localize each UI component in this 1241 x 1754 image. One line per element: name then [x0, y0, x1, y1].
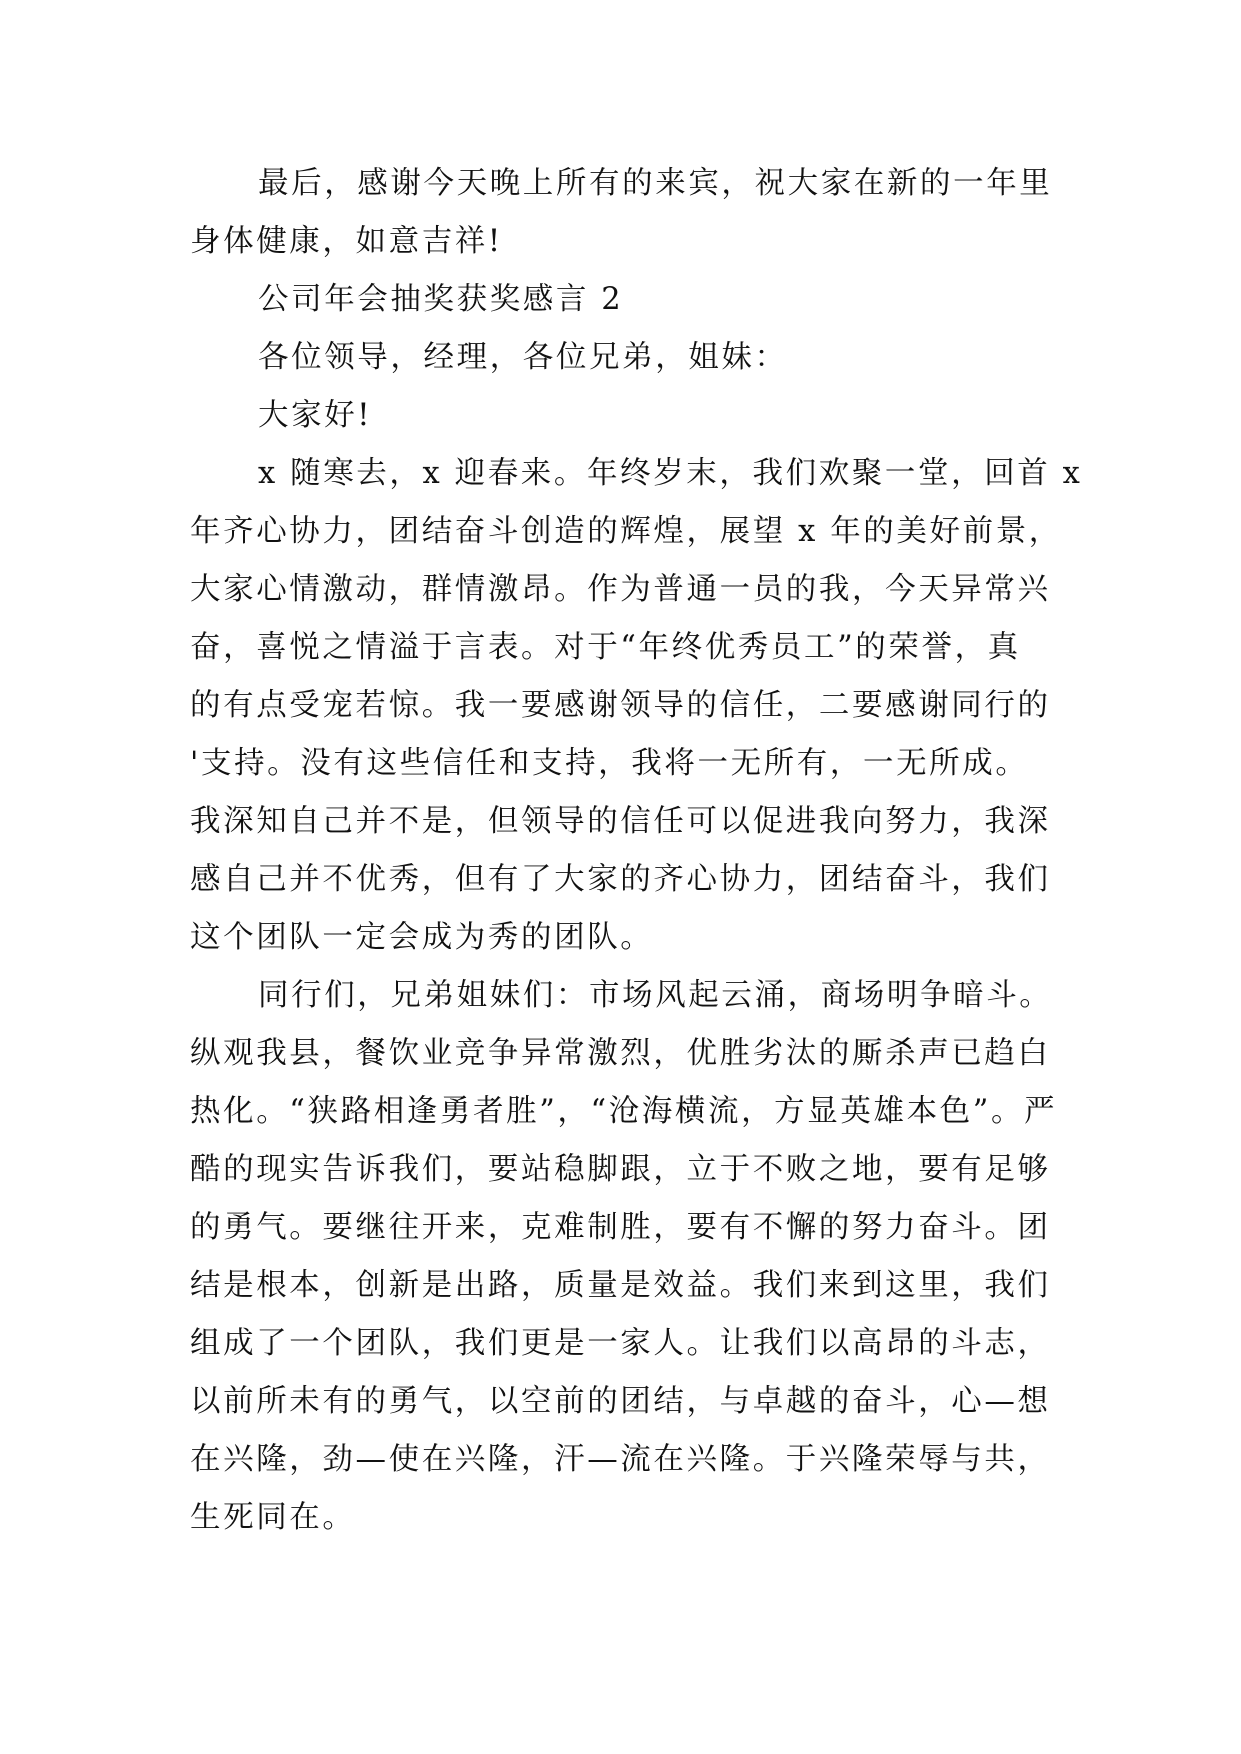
text-line: 生死同在。: [190, 1500, 356, 1535]
greeting: 大家好!: [258, 398, 373, 433]
text-line: 在兴隆，劲—使在兴隆，汗—流在兴隆。于兴隆荣辱与共，: [190, 1442, 1051, 1477]
text-line: 纵观我县，餐饮业竞争异常激烈，优胜劣汰的厮杀声已趋白: [190, 1036, 1051, 1071]
text-line: 组成了一个团队，我们更是一家人。让我们以高昂的斗志，: [190, 1326, 1051, 1361]
text-line: 同行们，兄弟姐妹们：市场风起云涌，商场明争暗斗。: [258, 978, 1053, 1013]
text-line: 酷的现实告诉我们，要站稳脚跟，立于不败之地，要有足够: [190, 1152, 1051, 1187]
section-heading: 公司年会抽奖获奖感言 2: [258, 282, 624, 317]
text-line: 的有点受宠若惊。我一要感谢领导的信任，二要感谢同行的: [190, 688, 1051, 723]
text-line: 以前所未有的勇气，以空前的团结，与卓越的奋斗，心—想: [190, 1384, 1051, 1419]
text-line: 感自己并不优秀，但有了大家的齐心协力，团结奋斗，我们: [190, 862, 1051, 897]
salutation: 各位领导，经理，各位兄弟，姐妹：: [258, 340, 788, 375]
text-line: '支持。没有这些信任和支持，我将一无所有，一无所成。: [190, 746, 1029, 781]
text-line: 大家心情激动，群情激昂。作为普通一员的我，今天异常兴: [190, 572, 1051, 607]
text-line: 身体健康，如意吉祥!: [190, 224, 503, 259]
text-line: 的勇气。要继往开来，克难制胜，要有不懈的努力奋斗。团: [190, 1210, 1051, 1245]
text-line: 年齐心协力，团结奋斗创造的辉煌，展望 x 年的美好前景，: [190, 514, 1062, 549]
text-line: 奋，喜悦之情溢于言表。对于“年终优秀员工”的荣誉，真: [190, 630, 1021, 665]
text-line: x 随寒去，x 迎春来。年终岁末，我们欢聚一堂，回首 x: [258, 456, 1083, 491]
text-line: 这个团队一定会成为秀的团队。: [190, 920, 654, 955]
text-line: 我深知自己并不是，但领导的信任可以促进我向努力，我深: [190, 804, 1051, 839]
text-line: 结是根本，创新是出路，质量是效益。我们来到这里，我们: [190, 1268, 1051, 1303]
text-line: 热化。“狭路相逢勇者胜”，“沧海横流，方显英雄本色”。严: [190, 1094, 1058, 1129]
text-line: 最后，感谢今天晚上所有的来宾，祝大家在新的一年里: [258, 166, 1053, 201]
